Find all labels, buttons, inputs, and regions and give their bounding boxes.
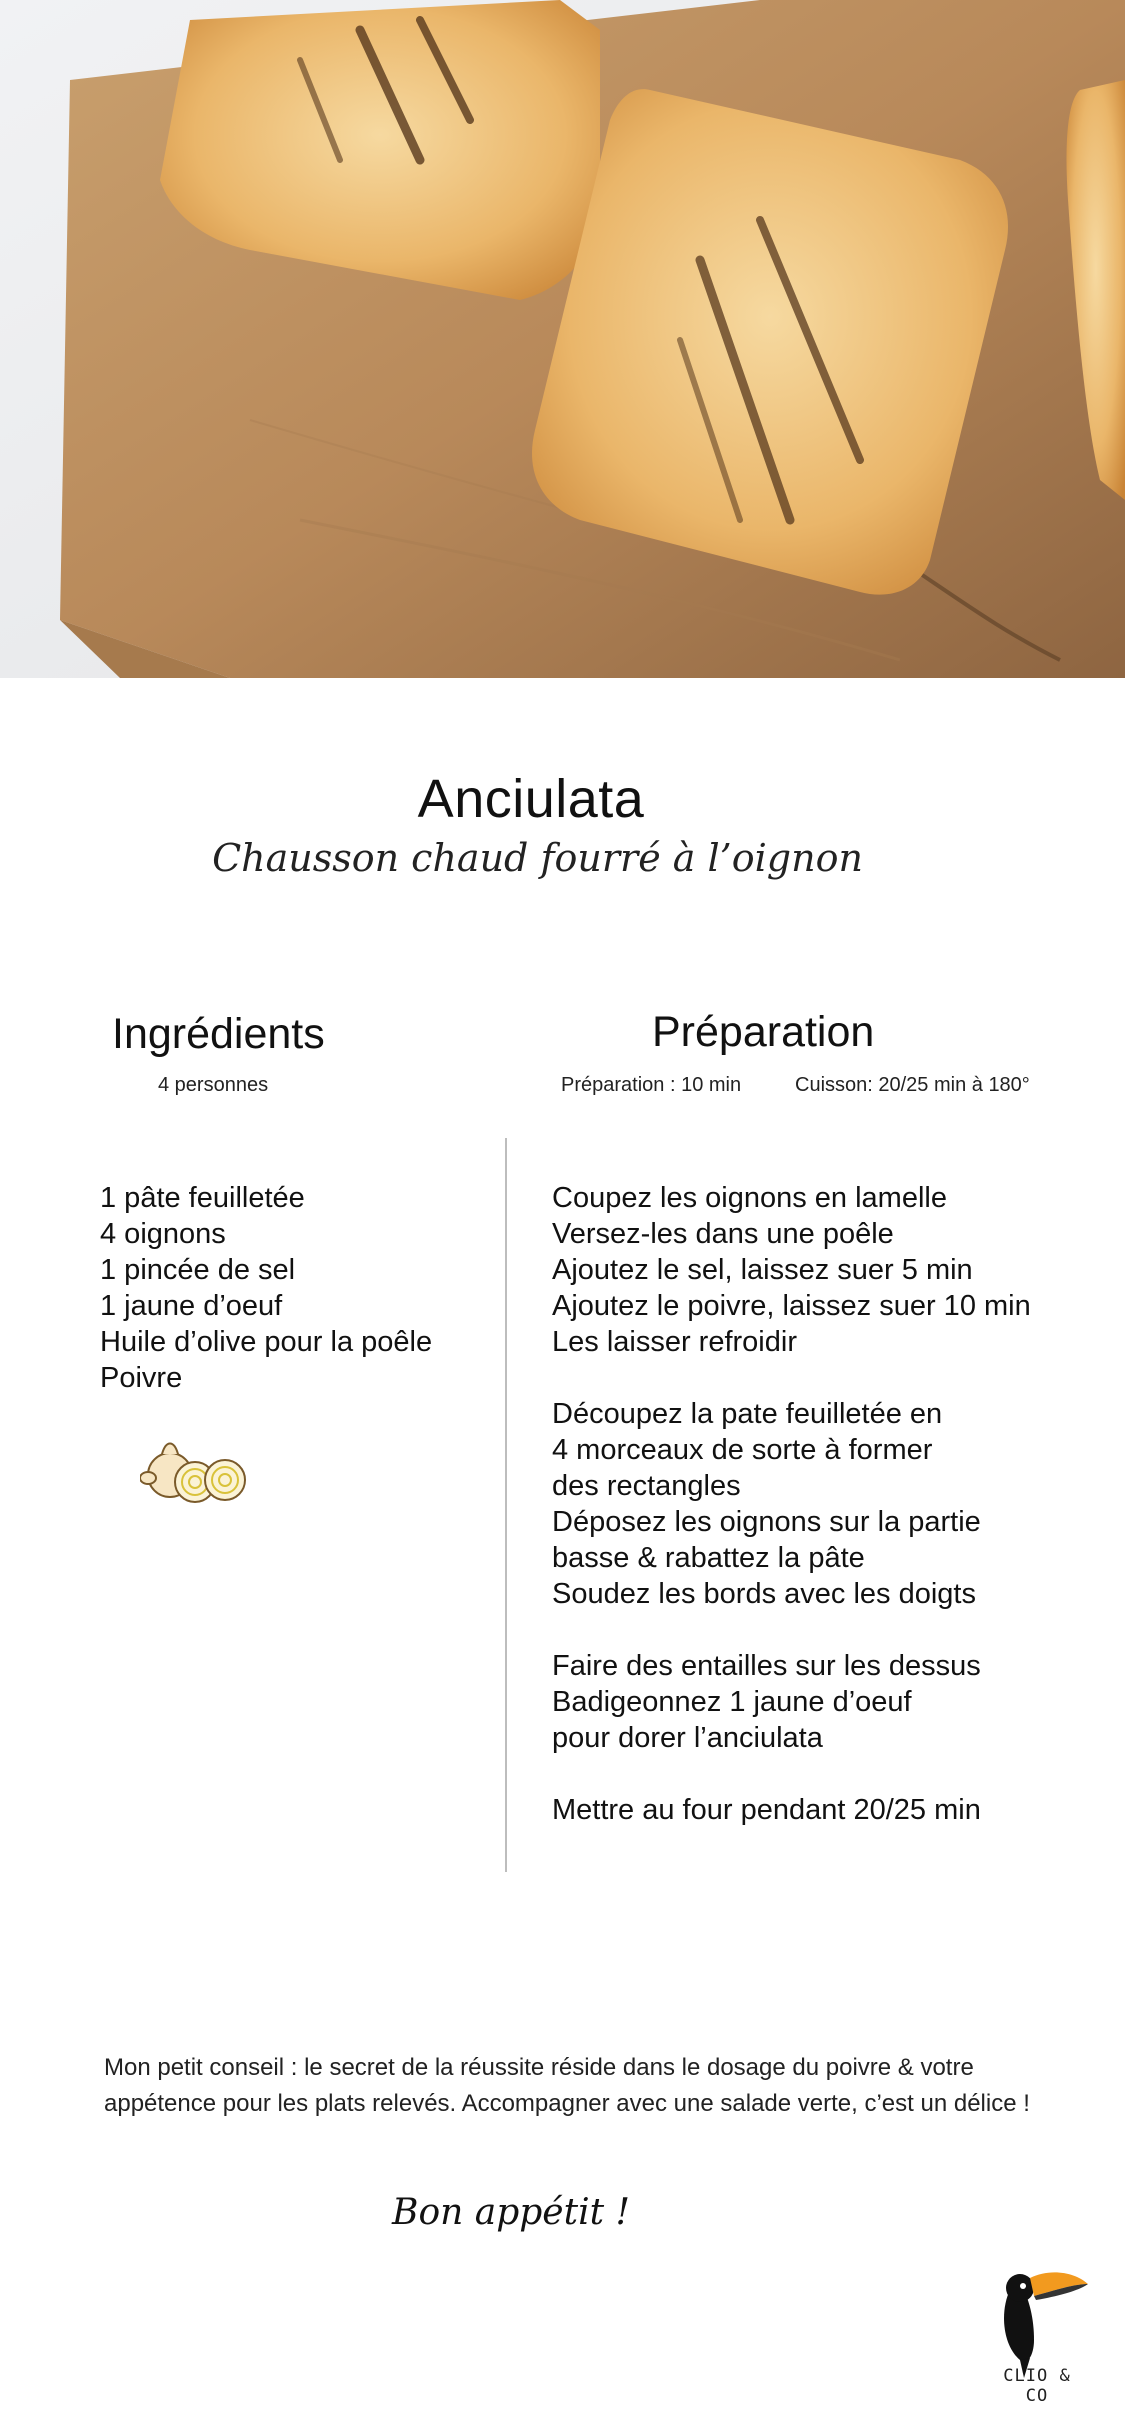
step-line: basse & rabattez la pâte (552, 1542, 865, 1574)
ingredient-item: 1 pâte feuilletée (100, 1182, 305, 1214)
recipe-title: Anciulata (417, 769, 645, 829)
pastry-photo-illustration (0, 0, 1125, 678)
prep-time-label: Préparation : 10 min (561, 1074, 742, 1096)
ingredients-list (100, 1180, 432, 1396)
step-group-3 (552, 1648, 1092, 1756)
step-line: Versez-les dans une poêle (552, 1218, 894, 1250)
ingredient-item: Poivre (100, 1362, 183, 1394)
step-line: Découpez la pate feuilletée en (552, 1398, 943, 1430)
closing-text: Bon appétit ! (392, 2192, 630, 2233)
ingredient-item: 1 pincée de sel (100, 1254, 296, 1286)
tip-line-2: appétence pour les plats relevés. Accompagner avec une salade verte, c’est un délice ! (104, 2090, 1030, 2117)
step-group-1 (552, 1180, 1092, 1360)
hero-photo (0, 0, 1125, 678)
tip-line-1: Mon petit conseil : le secret de la réussite réside dans le dosage du poivre & votre (104, 2054, 974, 2081)
recipe-subtitle: Chausson chaud fourré à l’oignon (212, 836, 863, 880)
step-line: pour dorer l’anciulata (552, 1722, 823, 1754)
ingredient-item: 1 jaune d’oeuf (100, 1290, 283, 1322)
step-line: des rectangles (552, 1470, 741, 1502)
tip-paragraph (104, 2050, 1064, 2122)
step-line: Faire des entailles sur les dessus (552, 1650, 981, 1682)
step-line: Ajoutez le sel, laissez suer 5 min (552, 1254, 973, 1286)
step-group-4 (552, 1792, 1092, 1828)
step-line: Coupez les oignons en lamelle (552, 1182, 947, 1214)
ingredient-item: Huile d’olive pour la poêle (100, 1326, 433, 1358)
step-group-2 (552, 1396, 1092, 1612)
step-line: Les laisser refroidir (552, 1326, 797, 1358)
column-divider (505, 1138, 507, 1872)
onions-icon (140, 1430, 250, 1510)
servings-label: 4 personnes (158, 1074, 269, 1096)
ingredients-heading: Ingrédients (112, 1010, 325, 1058)
ingredient-item: 4 oignons (100, 1218, 226, 1250)
preparation-heading: Préparation (652, 1008, 875, 1056)
step-line: Déposez les oignons sur la partie (552, 1506, 981, 1538)
step-line: Badigeonnez 1 jaune d’oeuf (552, 1686, 912, 1718)
step-line: Ajoutez le poivre, laissez suer 10 min (552, 1290, 1031, 1322)
preparation-steps (552, 1180, 1092, 1864)
step-line: Mettre au four pendant 20/25 min (552, 1794, 981, 1826)
step-line: 4 morceaux de sorte à former (552, 1434, 933, 1466)
brand-name: CLIO & CO (1003, 2366, 1071, 2406)
cook-time-label: Cuisson: 20/25 min à 180° (795, 1074, 1030, 1096)
step-line: Soudez les bords avec les doigts (552, 1578, 976, 1610)
